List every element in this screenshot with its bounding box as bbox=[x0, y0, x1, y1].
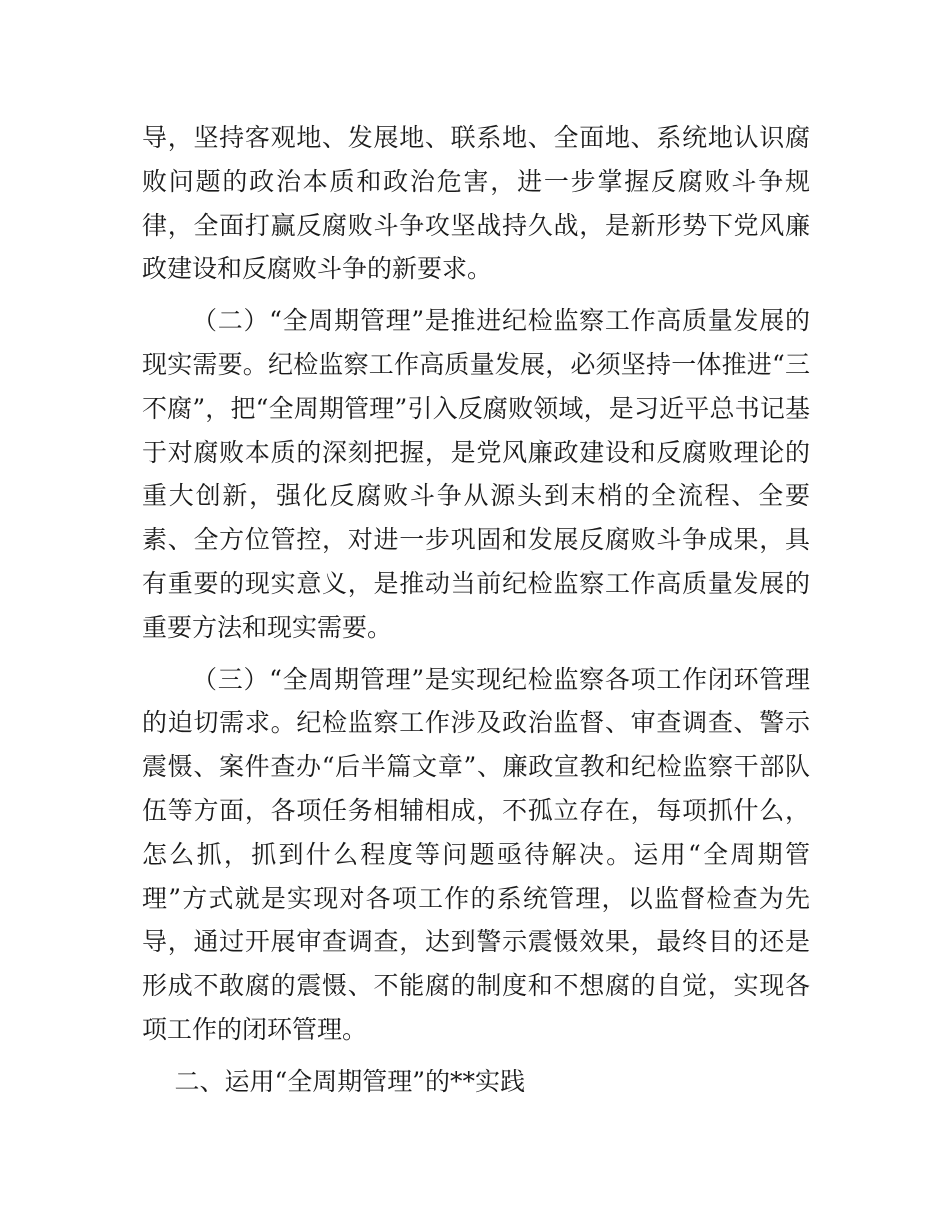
paragraph-section-two: （二）“全周期管理”是推进纪检监察工作高质量发展的现实需要。纪检监察工作高质量发展，必须坚持一体推进“三不腐”，把“全周期管理”引入反腐败领域，是习近平总书记基于对腐败本质的深刻把握，是党风廉政建设和反腐败理论的重大创新，强化反腐败斗争从源头到末梢的全流程、全要素、全方位管控，对进一步巩固和发展反腐败斗争成果，具有重要的现实意义，是推动当前纪检监察工作高质量发展的重要方法和现实需要。 bbox=[142, 306, 810, 642]
document-body bbox=[142, 116, 810, 1104]
paragraph-continuation: 导，坚持客观地、发展地、联系地、全面地、系统地认识腐败问题的政治本质和政治危害，进一步掌握反腐败斗争规律，全面打赢反腐败斗争攻坚战持久战，是新形势下党风廉政建设和反腐败斗争的新要求。 bbox=[142, 123, 810, 284]
section-heading: 二、运用“全周期管理”的**实践 bbox=[174, 1066, 526, 1096]
paragraph-section-three: （三）“全周期管理”是实现纪检监察各项工作闭环管理的迫切需求。纪检监察工作涉及政治监督、审查调查、警示震慑、案件查办“后半篇文章”、廉政宣教和纪检监察干部队伍等方面，各项任务相辅相成，不孤立存在，每项抓什么，怎么抓，抓到什么程度等问题亟待解决。运用“全周期管理”方式就是实现对各项工作的系统管理，以监督检查为先导，通过开展审查调查，达到警示震慑效果，最终目的还是形成不敢腐的震慑、不能腐的制度和不想腐的自觉，实现各项工作的闭环管理。 bbox=[142, 664, 810, 1044]
